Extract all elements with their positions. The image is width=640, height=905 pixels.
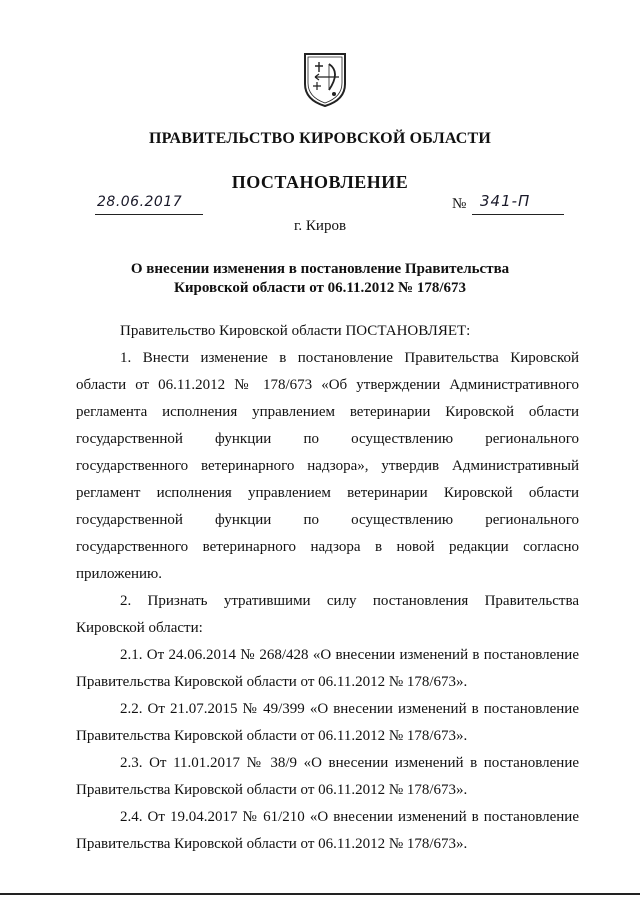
document-body bbox=[76, 318, 579, 858]
paragraph-item-2-1: 2.1. От 24.06.2014 № 268/428 «О внесении изменений в постановление Правительства Кировской области от 06.11.2012 № 178/673». bbox=[76, 647, 579, 690]
page-bottom-rule bbox=[0, 893, 640, 895]
paragraph-item-2-4: 2.4. От 19.04.2017 № 61/210 «О внесении изменений в постановление Правительства Кировской области от 06.11.2012 № 178/673». bbox=[76, 809, 579, 852]
paragraph-item-1: 1. Внести изменение в постановление Правительства Кировской области от 06.11.2012 № 178/673 «Об утверждении Административного регламента исполнения управлением ветеринарии Кировской области государственной функции по осуществлению регионального государственного ветеринарного надзора», утвердив Административный регламент исполнения управлением ветеринарии Кировской области государственной функции по осуществлению регионального государственного ветеринарного надзора в новой редакции согласно приложению. bbox=[76, 350, 579, 582]
document-date: 28.06.2017 bbox=[97, 194, 183, 210]
paragraph-item-2-3: 2.3. От 11.01.2017 № 38/9 «О внесении изменений в постановление Правительства Кировской области от 06.11.2012 № 178/673». bbox=[76, 755, 579, 798]
number-label: № bbox=[452, 196, 467, 212]
document-subject bbox=[110, 260, 530, 298]
government-name: ПРАВИТЕЛЬСТВО КИРОВСКОЙ ОБЛАСТИ bbox=[148, 130, 492, 147]
paragraph-item-2-2: 2.2. От 21.07.2015 № 49/399 «О внесении изменений в постановление Правительства Кировской области от 06.11.2012 № 178/673». bbox=[76, 701, 579, 744]
paragraph-item-2: 2. Признать утратившими силу постановления Правительства Кировской области: bbox=[76, 593, 579, 636]
document-number: 341-П bbox=[480, 192, 531, 210]
subject-line-2: Кировской области от 06.11.2012 № 178/673 bbox=[173, 280, 467, 296]
paragraph-preamble: Правительство Кировской области ПОСТАНОВЛЯЕТ: bbox=[120, 323, 471, 339]
document-type-title: ПОСТАНОВЛЕНИЕ bbox=[231, 172, 409, 192]
city-name: г. Киров bbox=[293, 218, 347, 234]
kirov-oblast-coat-of-arms-icon bbox=[301, 50, 349, 108]
subject-line-1: О внесении изменения в постановление Правительства bbox=[130, 261, 510, 277]
